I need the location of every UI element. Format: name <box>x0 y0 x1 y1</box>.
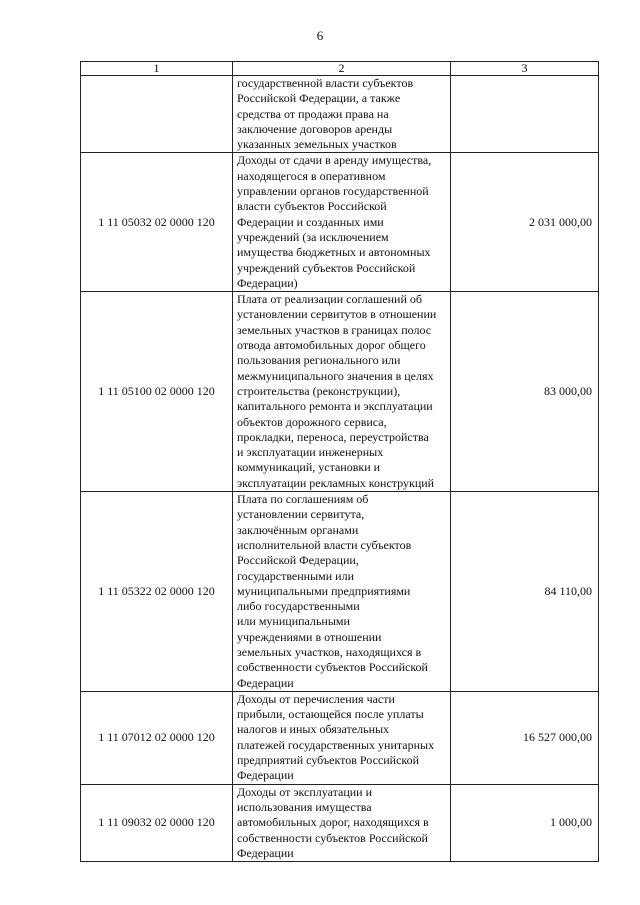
description-line: предприятий субъектов Российской <box>237 753 420 768</box>
revenue-description-cell <box>233 784 451 861</box>
table-row <box>81 292 599 492</box>
table-body <box>81 76 599 862</box>
description-line: Российской Федерации, <box>237 553 359 568</box>
description-line: земельных участков, находящихся в <box>237 644 422 659</box>
column-header-1: 1 <box>81 62 233 76</box>
description-line: учреждений (за исключением <box>237 229 389 244</box>
description-line: Федерации <box>237 768 294 783</box>
description-line: земельных участков в границах полос <box>237 322 432 337</box>
description-line: строительства (реконструкции), <box>237 383 401 398</box>
description-line: прибыли, остающейся после уплаты <box>237 707 424 722</box>
description-line: капитального ремонта и эксплуатации <box>237 399 433 414</box>
description-line: собственности субъектов Российской <box>237 830 428 845</box>
description-line: Федерации <box>237 845 294 860</box>
description-line: отвода автомобильных дорог общего <box>237 338 426 353</box>
description-line: Доходы от сдачи в аренду имущества, <box>237 153 432 168</box>
description-line: установлении сервитута, <box>237 507 365 522</box>
amount-cell: 1 000,00 <box>451 784 599 861</box>
description-line: автомобильных дорог, находящихся в <box>237 815 429 830</box>
description-line: или муниципальными <box>237 614 350 629</box>
amount-cell: 2 031 000,00 <box>451 153 599 292</box>
revenue-code-cell: 1 11 05032 02 0000 120 <box>81 153 233 292</box>
description-line: установлении сервитутов в отношении <box>237 307 437 322</box>
column-header-3: 3 <box>451 62 599 76</box>
description-line: государственной власти субъектов <box>237 76 414 90</box>
revenue-code-cell <box>81 76 233 153</box>
description-line: указанных земельных участков <box>237 137 397 152</box>
revenue-code-cell: 1 11 09032 02 0000 120 <box>81 784 233 861</box>
description-line: пользования регионального или <box>237 353 401 368</box>
description-line: Доходы от перечисления части <box>237 691 395 706</box>
description-line: прокладки, переноса, переустройства <box>237 429 429 444</box>
description-line: муниципальными предприятиями <box>237 583 411 598</box>
amount-cell: 84 110,00 <box>451 492 599 692</box>
table-row <box>81 691 599 784</box>
description-line: государственными или <box>237 568 355 583</box>
description-line: Доходы от эксплуатации и <box>237 784 373 799</box>
description-line: межмуниципального значения в целях <box>237 368 434 383</box>
revenue-code-cell: 1 11 05100 02 0000 120 <box>81 292 233 492</box>
description-line: Федерации <box>237 675 294 690</box>
description-line: собственности субъектов Российской <box>237 660 428 675</box>
description-line: использования имущества <box>237 799 372 814</box>
revenue-description-cell <box>233 76 451 153</box>
revenue-description-cell <box>233 691 451 784</box>
description-line: Российской Федерации, а также <box>237 91 401 106</box>
table-row <box>81 492 599 692</box>
page-number: 6 <box>316 28 324 43</box>
table-row <box>81 76 599 153</box>
description-line: заключение договоров аренды <box>237 121 393 136</box>
description-line: управлении органов государственной <box>237 184 429 199</box>
column-number-row <box>81 62 599 76</box>
description-line: исполнительной власти субъектов <box>237 537 412 552</box>
description-line: средства от продажи права на <box>237 106 389 121</box>
description-line: Плата от реализации соглашений об <box>237 292 423 307</box>
description-line: учреждениями в отношении <box>237 629 382 644</box>
revenue-description-cell <box>233 153 451 292</box>
description-line: и эксплуатации инженерных <box>237 445 384 460</box>
amount-cell <box>451 76 599 153</box>
description-line: налогов и иных обязательных <box>237 722 390 737</box>
description-line: учреждений субъектов Российской <box>237 260 416 275</box>
amount-cell: 83 000,00 <box>451 292 599 492</box>
budget-revenue-table <box>80 61 599 862</box>
description-line: объектов дорожного сервиса, <box>237 414 387 429</box>
description-line: заключённым органами <box>237 522 359 537</box>
description-line: Федерации и созданных ими <box>237 214 384 229</box>
description-line: Плата по соглашениям об <box>237 492 369 507</box>
table-row <box>81 784 599 861</box>
description-line: власти субъектов Российской <box>237 199 387 214</box>
description-line: эксплуатации рекламных конструкций <box>237 475 435 490</box>
table-row <box>81 153 599 292</box>
revenue-code-cell: 1 11 05322 02 0000 120 <box>81 492 233 692</box>
description-line: находящегося в оперативном <box>237 168 386 183</box>
description-line: Федерации) <box>237 275 298 290</box>
amount-cell: 16 527 000,00 <box>451 691 599 784</box>
description-line: либо государственными <box>237 599 360 614</box>
description-line: имущества бюджетных и автономных <box>237 245 431 260</box>
revenue-description-cell <box>233 492 451 692</box>
revenue-description-cell <box>233 292 451 492</box>
description-line: платежей государственных унитарных <box>237 737 435 752</box>
revenue-code-cell: 1 11 07012 02 0000 120 <box>81 691 233 784</box>
column-header-2: 2 <box>233 62 451 76</box>
description-line: коммуникаций, установки и <box>237 460 381 475</box>
